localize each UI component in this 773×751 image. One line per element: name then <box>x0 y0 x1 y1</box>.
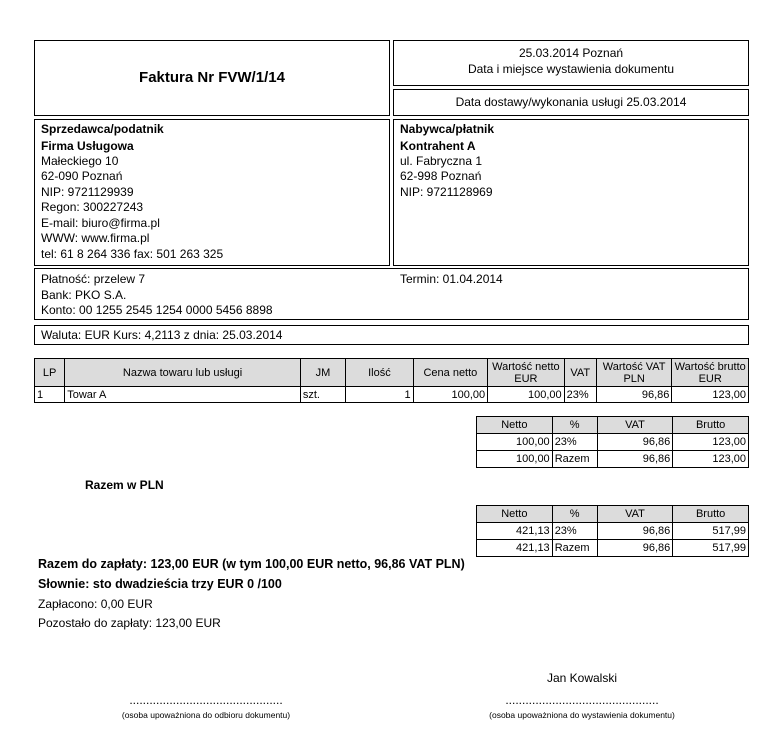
sum-eur-net: 100,00 <box>477 434 553 451</box>
receiver-signature-line: .............................................. <box>129 693 283 707</box>
sum-eur-col-gross: Brutto <box>673 417 749 434</box>
sum-pln-total-vat: 96,86 <box>597 540 673 557</box>
seller-heading: Sprzedawca/podatnik <box>41 122 164 136</box>
sum-pln-total-gross: 517,99 <box>673 540 749 557</box>
summary-eur-header <box>477 417 749 434</box>
col-unit: JM <box>300 359 345 387</box>
sum-eur-total-gross: 123,00 <box>673 451 749 468</box>
title-box <box>34 40 390 116</box>
sum-eur-col-vat: VAT <box>597 417 673 434</box>
col-vat: VAT <box>564 359 596 387</box>
seller-city: 62-090 Poznań <box>41 169 123 183</box>
buyer-name: Kontrahent A <box>400 139 476 153</box>
sum-eur-col-pct: % <box>552 417 597 434</box>
currency-box <box>34 325 749 345</box>
sum-pln-vat: 96,86 <box>597 523 673 540</box>
item-vat: 23% <box>564 387 596 403</box>
issue-date-label: Data i miejsce wystawienia dokumentu <box>467 62 675 76</box>
sum-pln-col-gross: Brutto <box>673 506 749 523</box>
seller-name: Firma Usługowa <box>41 139 134 153</box>
item-unit: szt. <box>300 387 345 403</box>
sum-pln-total-label: Razem <box>552 540 597 557</box>
seller-www: WWW: www.firma.pl <box>41 231 150 245</box>
buyer-box <box>393 119 749 266</box>
items-header-row <box>35 359 749 387</box>
seller-email: E-mail: biuro@firma.pl <box>41 216 160 230</box>
seller-street: Małeckiego 10 <box>41 154 119 168</box>
sum-pln-net: 421,13 <box>477 523 553 540</box>
pln-heading: Razem w PLN <box>85 478 164 492</box>
issuer-name: Jan Kowalski <box>546 671 618 685</box>
payment-box <box>34 268 749 320</box>
total-to-pay: Razem do zapłaty: 123,00 EUR (w tym 100,00 EUR netto, 96,86 VAT PLN) <box>38 557 465 571</box>
sum-eur-total-net: 100,00 <box>477 451 553 468</box>
issue-date-place: 25.03.2014 Poznań <box>518 46 624 60</box>
buyer-city: 62-998 Poznań <box>400 169 482 183</box>
sum-pln-pct: 23% <box>552 523 597 540</box>
sum-eur-gross: 123,00 <box>673 434 749 451</box>
total-in-words: Słownie: sto dwadzieścia trzy EUR 0 /100 <box>38 577 282 591</box>
col-vat-value: Wartość VAT PLN <box>596 359 672 387</box>
seller-phone: tel: 61 8 264 336 fax: 501 263 325 <box>41 247 224 261</box>
receiver-label: (osoba upoważniona do odbioru dokumentu) <box>121 710 291 720</box>
item-qty: 1 <box>346 387 413 403</box>
item-vat-value: 96,86 <box>596 387 672 403</box>
sum-pln-col-net: Netto <box>477 506 553 523</box>
summary-pln-table <box>476 505 749 557</box>
sum-pln-gross: 517,99 <box>673 523 749 540</box>
delivery-date: Data dostawy/wykonania usługi 25.03.2014 <box>455 95 687 109</box>
currency-rate: Waluta: EUR Kurs: 4,2113 z dnia: 25.03.2014 <box>41 328 283 342</box>
issue-date-box <box>393 40 749 86</box>
sum-eur-vat: 96,86 <box>597 434 673 451</box>
payment-term: Termin: 01.04.2014 <box>400 272 503 286</box>
sum-pln-total-net: 421,13 <box>477 540 553 557</box>
payment-method: Płatność: przelew 7 <box>41 272 146 286</box>
col-net-value: Wartość netto EUR <box>488 359 565 387</box>
col-gross: Wartość brutto EUR <box>672 359 749 387</box>
issuer-label: (osoba upoważniona do wystawienia dokumentu) <box>489 710 675 720</box>
sum-pln-col-pct: % <box>552 506 597 523</box>
table-row <box>477 451 749 468</box>
issuer-signature-line: .............................................. <box>505 693 659 707</box>
table-row <box>35 387 749 403</box>
seller-nip: NIP: 9721129939 <box>41 185 134 199</box>
seller-regon: Regon: 300227243 <box>41 200 144 214</box>
item-name: Towar A <box>65 387 301 403</box>
sum-eur-total-label: Razem <box>552 451 597 468</box>
payment-account: Konto: 00 1255 2545 1254 0000 5456 8898 <box>41 303 273 317</box>
table-row <box>477 523 749 540</box>
total-remaining: Pozostało do zapłaty: 123,00 EUR <box>38 616 221 630</box>
invoice-title: Faktura Nr FVW/1/14 <box>139 69 285 86</box>
item-gross: 123,00 <box>672 387 749 403</box>
col-net-price: Cena netto <box>413 359 488 387</box>
item-net-value: 100,00 <box>488 387 565 403</box>
col-lp: LP <box>35 359 65 387</box>
item-net-price: 100,00 <box>413 387 488 403</box>
summary-eur-table <box>476 416 749 468</box>
table-row <box>477 434 749 451</box>
delivery-date-box <box>393 89 749 116</box>
seller-box <box>34 119 390 266</box>
buyer-nip: NIP: 9721128969 <box>400 185 493 199</box>
sum-eur-pct: 23% <box>552 434 597 451</box>
table-row <box>477 540 749 557</box>
items-table <box>34 358 749 403</box>
buyer-street: ul. Fabryczna 1 <box>400 154 483 168</box>
col-qty: Ilość <box>346 359 413 387</box>
col-name: Nazwa towaru lub usługi <box>65 359 301 387</box>
sum-eur-total-vat: 96,86 <box>597 451 673 468</box>
buyer-heading: Nabywca/płatnik <box>400 122 495 136</box>
summary-pln-header <box>477 506 749 523</box>
item-lp: 1 <box>35 387 65 403</box>
total-paid: Zapłacono: 0,00 EUR <box>38 597 153 611</box>
sum-eur-col-net: Netto <box>477 417 553 434</box>
payment-bank: Bank: PKO S.A. <box>41 288 127 302</box>
sum-pln-col-vat: VAT <box>597 506 673 523</box>
